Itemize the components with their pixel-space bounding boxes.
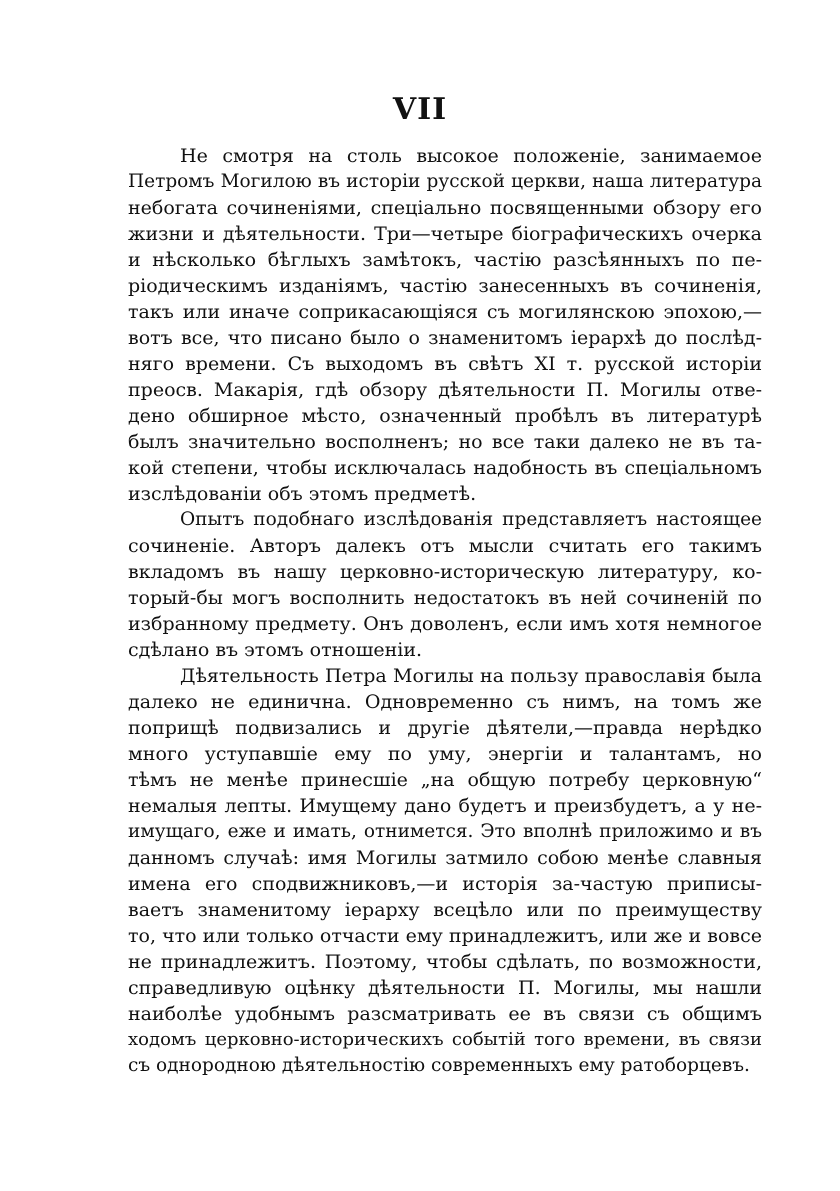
text-line: дено обширное мѣсто, означенный пробѣлъ въ литературѣ [128,405,762,427]
text-line: избранному предмету. Онъ доволенъ, если имъ хотя немногое [128,613,762,635]
text-line: съ однородною дѣятельностію современныхъ ему ратоборцевъ. [128,1055,750,1076]
text-line: наиболѣе удобнымъ разсматривать ее въ связи съ общимъ [128,1003,762,1025]
text-line: торый-бы могъ восполнить недостатокъ въ ней сочиненій по [128,587,762,609]
text-line: справедливую оцѣнку дѣятельности П. Могилы, мы нашли [128,977,762,999]
text-line: и нѣсколько бѣглыхъ замѣтокъ, частію разсѣянныхъ по пе- [128,249,762,271]
body-text [128,143,762,1079]
text-line: имущаго, еже и имать, отнимется. Это вполнѣ приложимо и въ [128,821,762,842]
text-line: то, что или только отчасти ему принадлежитъ, или же и вовсе [128,925,762,947]
text-line: далеко не единична. Одновременно съ нимъ, на томъ же [128,691,762,713]
text-line: былъ значительно восполненъ; но все таки далеко не въ та- [128,431,762,453]
paragraph-3 [128,663,762,1079]
text-line: жизни и дѣятельности. Три—четыре біографическихъ очерка [128,223,762,245]
text-line: небогата сочиненіями, спеціально посвященными обзору его [128,197,762,219]
text-line: данномъ случаѣ: имя Могилы затмило собою менѣе славныя [128,847,762,869]
text-line: такъ или иначе соприкасающіяся съ могилянскою эпохою,— [128,301,762,323]
text-line: не принадлежитъ. Поэтому, чтобы сдѣлать, по возможности, [128,951,762,973]
text-line: поприщѣ подвизались и другіе дѣятели,—правда нерѣдко [128,717,762,739]
paragraph-1 [128,143,762,507]
text-line: изслѣдованіи объ этомъ предметѣ. [128,483,477,505]
text-line: кой степени, чтобы исключалась надобность въ спеціальномъ [128,457,762,479]
page-number: VII [392,92,448,127]
text-line: ходомъ церковно-историческихъ событій того времени, въ связи [128,1029,762,1050]
text-line: Не смотря на столь высокое положеніе, занимаемое [180,145,762,167]
text-line: преосв. Макарія, гдѣ обзору дѣятельности П. Могилы отве- [128,379,762,401]
text-line: няго времени. Съ выходомъ въ свѣтъ XI т. русской исторіи [128,353,762,375]
text-line: ваетъ знаменитому іерарху всецѣло или по преимуществу [128,899,762,921]
text-line: имена его сподвижниковъ,—и исторія за-частую приписы- [128,873,762,895]
text-line: ріодическимъ изданіямъ, частію занесенныхъ въ сочиненія, [128,275,762,297]
text-line: немалыя лепты. Имущему дано будетъ и преизбудетъ, а у не- [128,795,762,817]
text-line: тѣмъ не менѣе принесшіе „на общую потребу церковную“ [128,769,762,791]
text-line: вотъ все, что писано было о знаменитомъ іерархѣ до послѣд- [128,327,762,349]
text-line: Опытъ подобнаго изслѣдованія представляетъ настоящее [180,509,762,530]
text-line: Дѣятельность Петра Могилы на пользу православія была [180,665,762,687]
text-line: вкладомъ въ нашу церковно-историческую литературу, ко- [128,561,762,583]
text-line: Петромъ Могилою въ исторіи русской церкви, наша литература [128,171,762,192]
text-line: сдѣлано въ этомъ отношеніи. [128,639,423,661]
paragraph-2 [128,507,762,663]
text-line: сочиненіе. Авторъ далекъ отъ мысли считать его такимъ [128,535,762,557]
text-line: много уступавшіе ему по уму, энергіи и талантамъ, но [128,743,762,765]
